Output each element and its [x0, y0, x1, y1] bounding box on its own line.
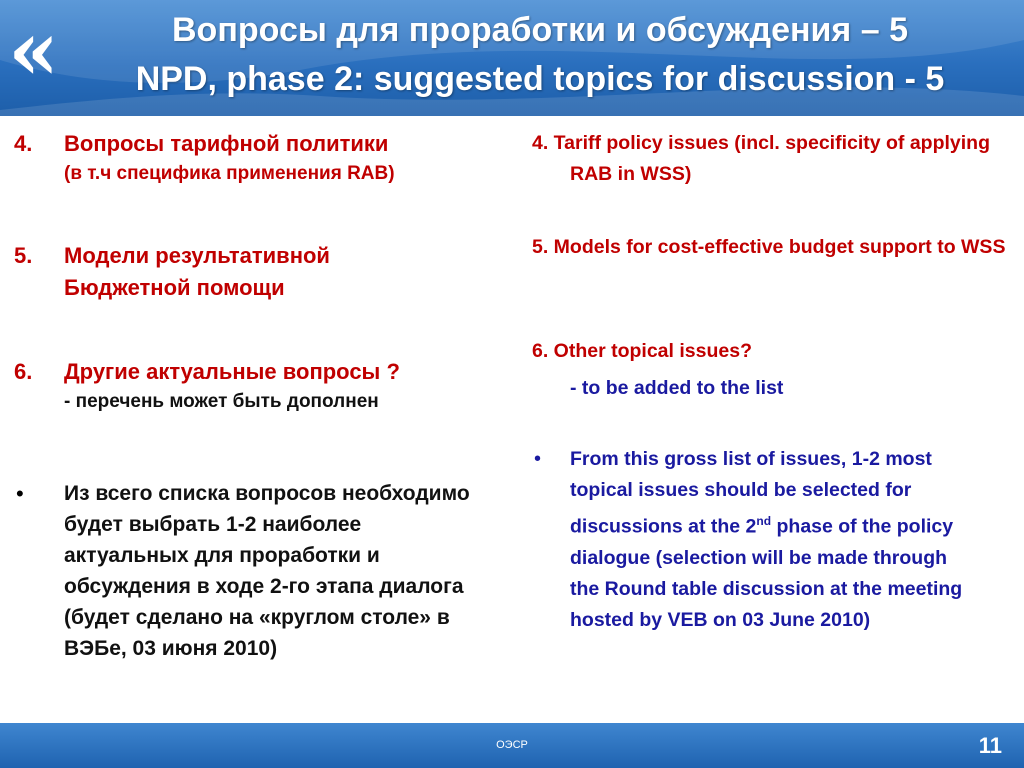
slide-title-ru: Вопросы для проработки и обсуждения – 5: [172, 11, 908, 49]
slide-header: [0, 0, 1024, 116]
ru-summary-text: Из всего списка вопросов необходимо будет выбрать 1-2 наиболее актуальных для проработки и обсуждения в ходе 2-го этапа диалога (будет сделано на «круглом столе» в ВЭБе, 03 июня 2010): [64, 482, 470, 660]
oecd-logo-icon: «: [8, 3, 60, 99]
ru-item-text: Другие актуальные вопросы ?: [64, 359, 400, 384]
ru-item-text: Вопросы тарифной политики: [64, 131, 389, 156]
en-item-5: [532, 232, 1012, 263]
en-item-4: [532, 128, 1012, 190]
en-item-text: 5. Models for cost-effective budget support to WSS: [532, 236, 1006, 258]
en-summary-text-after: phase of the policy dialogue (selection will be made through the Round table discussion at the meeting hosted by VEB on 03 June 2010): [570, 515, 963, 631]
ru-summary-bullet: [14, 478, 520, 664]
ru-item-5: [14, 240, 520, 304]
ru-item-number: 5.: [14, 243, 33, 268]
bullet-icon: •: [16, 481, 24, 506]
ru-item-subtext: - перечень может быть дополнен: [64, 391, 379, 412]
en-item-text: 6. Other topical issues?: [532, 340, 752, 362]
ru-item-6: [14, 356, 520, 416]
en-summary-text: [570, 444, 970, 636]
ru-item-text: Модели результативной Бюджетной помощи: [64, 243, 330, 300]
ru-item-number: 6.: [14, 359, 33, 384]
ru-item-number: 4.: [14, 131, 33, 156]
slide-title-en: NPD, phase 2: suggested topics for discussion - 5: [135, 60, 945, 98]
bullet-icon: •: [534, 448, 542, 470]
footer-label: ОЭСР: [496, 739, 528, 751]
ru-item-subtext: (в т.ч специфика применения RAB): [64, 163, 395, 184]
slide-title: [56, 6, 1024, 104]
ru-item-4: [14, 128, 520, 188]
en-item-text: 4. Tariff policy issues (incl. specificity of applying RAB in WSS): [532, 132, 991, 185]
en-summary-bullet: [532, 444, 1012, 636]
en-item-6: [532, 336, 1012, 404]
en-summary-superscript: nd: [756, 514, 772, 528]
slide-footer: [0, 723, 1024, 768]
page-number: 11: [978, 733, 1002, 758]
en-item-subtext: - to be added to the list: [570, 377, 784, 399]
en-summary-text-before: From this gross list of issues, 1-2 most topical issues should be selected for discussions at the 2: [570, 448, 932, 538]
